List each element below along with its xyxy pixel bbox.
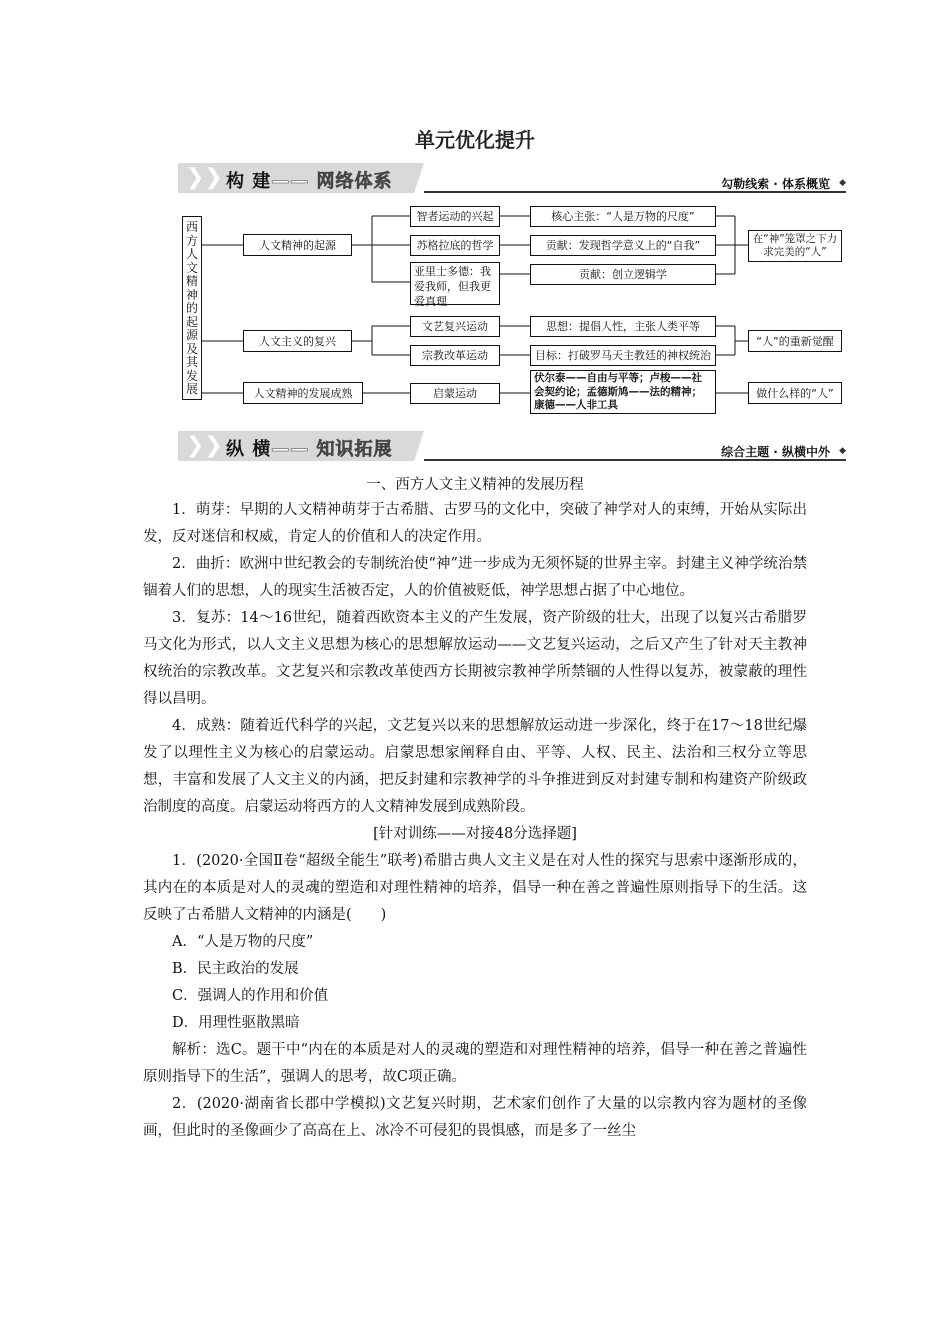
level1-revival: 人文主义的复兴 [243, 330, 352, 352]
level3-protagoras: 核心主张：“人是万物的尺度” [530, 206, 716, 227]
level4-reawakening: “人”的重新觉醒 [748, 330, 842, 352]
question-stem: 1．(2020·全国Ⅱ卷“超级全能生”联考)希腊古典人文主义是在对人性的探究与思索中逐渐形成的，其内在的本质是对人的灵魂的塑造和对理性精神的培养，倡导一种在善之普遍性原则指导下的生活。这反映了古希腊人文精神的内涵是( ) [143, 853, 807, 923]
level3-socrates: 贡献：发现哲学意义上的“自我” [530, 235, 716, 256]
level3-renaissance: 思想：提倡人性，主张人类平等 [530, 316, 716, 337]
level2-reformation: 宗教改革运动 [410, 345, 500, 366]
section-heading: 一、西方人文主义精神的发展历程 [366, 477, 584, 493]
paragraph: 1．萌芽：早期的人文精神萌芽于古希腊、古罗马的文化中，突破了神学对人的束缚，开始从实际出发，反对迷信和权威，肯定人的价值和人的决定作用。 [143, 502, 807, 545]
option-d: D．用理性驱散黑暗 [172, 1015, 300, 1031]
analysis: 解析：选C。题干中“内在的本质是对人的灵魂的塑造和对理性精神的培养，倡导一种在善之普遍性原则指导下的生活”，强调人的思考，故C项正确。 [143, 1042, 807, 1085]
level3-reformation: 目标：打破罗马天主教廷的神权统治 [530, 345, 716, 366]
level2-sophists: 智者运动的兴起 [410, 206, 500, 227]
option-b: B．民主政治的发展 [172, 961, 299, 977]
level3-aristotle: 贡献：创立逻辑学 [530, 264, 716, 285]
level4-perfect-human: 在“神”笼罩之下力求完美的“人” [748, 230, 842, 262]
banner-title: 构 建—— 网络体系 [226, 171, 393, 192]
option-a: A．“人是万物的尺度” [172, 934, 314, 950]
level2-renaissance: 文艺复兴运动 [410, 316, 500, 337]
level1-maturity: 人文精神的发展成熟 [243, 382, 363, 404]
section-banner-expand [178, 431, 846, 463]
banner-subtitle: 综合主题 · 纵横中外 [721, 445, 830, 459]
level2-aristotle: 亚里士多德：我爱我师，但我更爱真理 [410, 262, 500, 305]
paragraph: 3．复苏：14～16世纪，随着西欧资本主义的产生发展，资产阶级的壮大，出现了以复兴古希腊罗马文化为形式，以人文主义思想为核心的思想解放运动——文艺复兴运动，之后又产生了针对天主教神权统治的宗教改革。文艺复兴和宗教改革使西方长期被宗教神学所禁锢的人性得以复苏，被蒙蔽的理性得以昌明。 [143, 610, 807, 707]
chevron-right-icon: ❯❯ [186, 433, 223, 458]
body-text [143, 497, 807, 1145]
chevron-right-icon: ❯❯ [186, 165, 223, 190]
level3-enlightenment: 伏尔泰——自由与平等；卢梭——社会契约论；孟德斯鸠——法的精神；康德——人非工具 [530, 370, 716, 414]
banner-subtitle: 勾勒线索 · 体系概览 [721, 177, 830, 191]
level2-enlightenment: 启蒙运动 [410, 383, 500, 404]
diamond-icon: ◆ [839, 446, 846, 456]
page-title: 单元优化提升 [415, 128, 535, 152]
level1-origin: 人文精神的起源 [243, 234, 352, 256]
question-stem: 2．(2020·湖南省长郡中学模拟)文艺复兴时期，艺术家们创作了大量的以宗教内容为题材的圣像画，但此时的圣像画少了高高在上、冰冷不可侵犯的畏惧感，而是多了一丝尘 [143, 1096, 807, 1139]
level4-what-human: 做什么样的“人” [748, 382, 842, 404]
level2-socrates: 苏格拉底的哲学 [410, 235, 500, 256]
paragraph: 2．曲折：欧洲中世纪教会的专制统治使“神”进一步成为无须怀疑的世界主宰。封建主义神学统治禁锢着人们的思想，人的现实生活被否定，人的价值被贬低，神学思想占据了中心地位。 [143, 556, 807, 599]
banner-title: 纵 横—— 知识拓展 [226, 439, 393, 460]
paragraph: 4．成熟：随着近代科学的兴起，文艺复兴以来的思想解放运动进一步深化，终于在17～18世纪爆发了以理性主义为核心的启蒙运动。启蒙思想家阐释自由、平等、人权、民主、法治和三权分立等思想，丰富和发展了人文主义的内涵，把反封建和宗教神学的斗争推进到反对封建专制和构建资产阶级政治制度的高度。启蒙运动将西方的人文精神发展到成熟阶段。 [143, 718, 807, 815]
option-c: C．强调人的作用和价值 [172, 988, 329, 1004]
practice-heading: [针对训练——对接48分选择题] [373, 826, 577, 842]
diamond-icon: ◆ [839, 178, 846, 188]
diagram-root: 西方人文精神的起源及其发展 [182, 216, 202, 400]
